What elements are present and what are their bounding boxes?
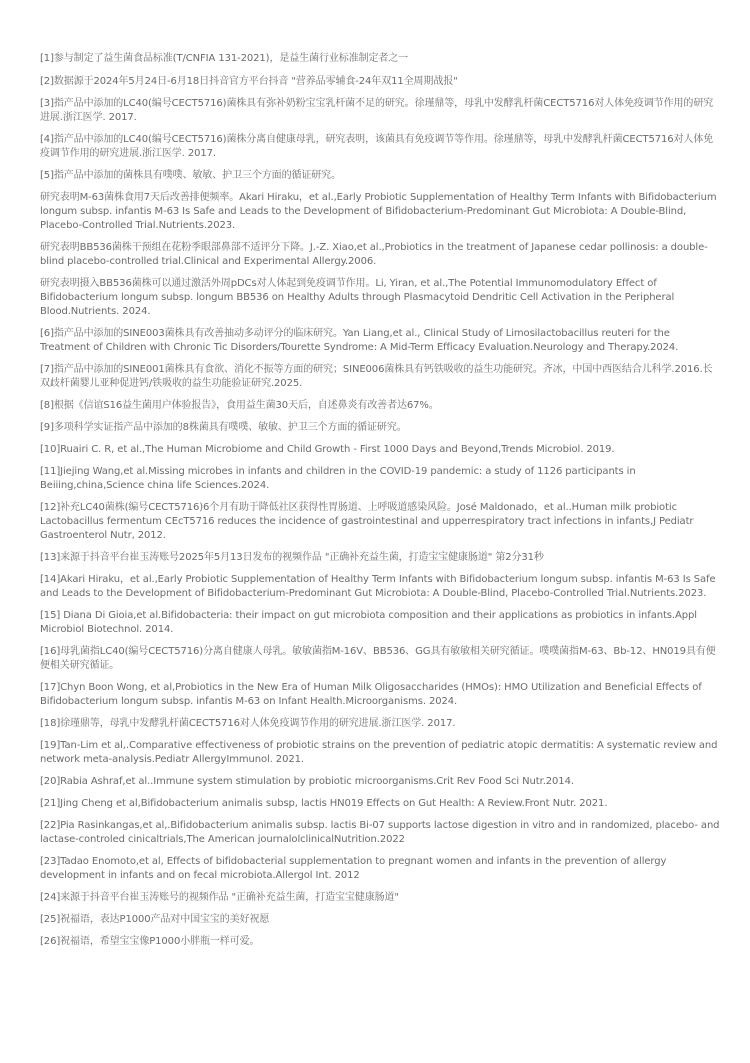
reference-item: 研究表明BB536菌株干预组在花粉季眼部鼻部不适评分下降。J.-Z. Xiao,et al.,Probiotics in the treatment of Japanese cedar pollinosis: a double-blind placebo-controlled trial.Clinical and Experimental Allergy.2006. (40, 242, 708, 267)
reference-item: [14]Akari Hiraku，et al.,Early Probiotic Supplementation of Healthy Term Infants with Bifidobacterium longum subsp. infantis M-63 Is Safe and Leads to the Development of Bifidobacterium-Predominant Gut Microbiota: A Double-Blind, Placebo-Controlled Trial.Nutrients.2023. (40, 574, 716, 599)
reference-item: [26]祝福语，希望宝宝像P1000小胖瓶一样可爱。 (40, 936, 260, 947)
reference-item: [13]来源于抖音平台崔玉涛账号2025年5月13日发布的视频作品 "正确补充益生菌，打造宝宝健康肠道" 第2分31秒 (40, 552, 544, 563)
reference-item: [11]Jiejing Wang,et al.Missing microbes in infants and children in the COVID-19 pandemic: a study of 1126 participants in Beiiing,china,Science china life Sciences.2024. (40, 466, 636, 491)
reference-item: [7]指产品中添加的SINE001菌株具有食欲、消化不振等方面的研究；SINE006菌株具有钙铁吸收的益生功能研究。齐冰，中国中西医结合儿科学.2016.长双歧杆菌婴儿亚种促进钙/铁吸收的益生功能验证研究.2025. (40, 364, 713, 389)
reference-item: [22]Pia Rasinkangas,et al,.Bifidobacterium animalis subsp. lactis Bi-07 supports lactose digestion in vitro and in randomized, placebo- and lactase-controled cinicaltrials,The American journalolclinicalNutrition.2022 (40, 820, 720, 845)
reference-item: [18]徐瑾鼎等，母乳中发酵乳杆菌CECT5716对人体免疫调节作用的研究进展.浙江医学. 2017. (40, 718, 456, 729)
reference-list (40, 52, 720, 957)
reference-item: [10]Ruairi C. R, et al.,The Human Microbiome and Child Growth - First 1000 Days and Beyond,Trends Microbiol. 2019. (40, 444, 615, 455)
reference-item: [5]指产品中添加的菌株具有噗噗、敏敏、护卫三个方面的循证研究。 (40, 170, 341, 181)
reference-item: [2]数据源于2024年5月24日-6月18日抖音官方平台抖音 "营养品零辅食-24年双11全周期战报" (40, 76, 458, 87)
reference-item: [9]多项科学实证指产品中添加的8株菌具有噗噗、敏敏、护卫三个方面的循证研究。 (40, 422, 407, 433)
reference-item: [4]指产品中添加的LC40(编号CECT5716)菌株分离自健康母乳，研究表明，该菌具有免疫调节等作用。徐瑾鼎等，母乳中发酵乳杆菌CECT5716对人体免疫调节作用的研究进展.浙江医学. 2017. (40, 134, 714, 159)
reference-item: [3]指产品中添加的LC40(编号CECT5716)菌株具有弥补奶粉宝宝乳杆菌不足的研究。徐瑾鼎等，母乳中发酵乳杆菌CECT5716对人体免疫调节作用的研究进展.浙江医学. 2017. (40, 98, 714, 123)
reference-item: [1]参与制定了益生菌食品标准(T/CNFIA 131-2021)，是益生菌行业标准制定者之一 (40, 53, 409, 64)
reference-item: [23]Tadao Enomoto,et al, Effects of bifidobacterial supplementation to pregnant women and infants in the prevention of allergy development in infants and on fecal microbiota.Allergol Int. 2012 (40, 856, 667, 881)
reference-item: [19]Tan-Lim et al,.Comparative effectiveness of probiotic strains on the prevention of pediatric atopic dermatitis: A systematic review and network meta-analysis.Pediatr AllergyImmunol. 2021. (40, 740, 718, 765)
reference-item: [17]Chyn Boon Wong, et al,Probiotics in the New Era of Human Milk Oligosaccharides (HMOs): HMO Utilization and Beneficial Effects of Bifidobacterium longum subsp. infantis M-63 on Infant Health.Microorganisms. 2024. (40, 682, 702, 707)
reference-item: [15] Diana Di Gioia,et al.Bifidobacteria: their impact on gut microbiota composition and their applications as probiotics in infants.Appl Microbiol Biotechnol. 2014. (40, 610, 697, 635)
reference-item: 研究表明摄入BB536菌株可以通过激活外周pDCs对人体起到免疫调节作用。Li, Yiran, et al.,The Potential Immunomodulatory Effect of Bifidobacterium longum subsp. longum BB536 on Healthy Adults through Plasmacytoid Dendritic Cell Activation in the Peripheral Blood.Nutrients. 2024. (40, 278, 675, 317)
reference-item: [25]祝福语，表达P1000产品对中国宝宝的美好祝愿 (40, 914, 270, 925)
reference-item: [16]母乳菌指LC40(编号CECT5716)分离自健康人母乳。敏敏菌指M-16V、BB536、GG具有敏敏相关研究循证。噗噗菌指M-63、Bb-12、HN019具有便便相关研究循证。 (40, 646, 716, 671)
reference-item: [20]Rabia Ashraf,et al..Immune system stimulation by probiotic microorganisms.Crit Rev Food Sci Nutr.2014. (40, 776, 574, 787)
reference-item: 研究表明M-63菌株食用7天后改善排便频率。Akari Hiraku，et al.,Early Probiotic Supplementation of Healthy Term Infants with Bifidobacterium longum subsp. infantis M-63 Is Safe and Leads to the Development of Bifidobacterium-Predominant Gut Microbiota: A Double-Blind, Placebo-Controlled Trial.Nutrients.2023. (40, 192, 717, 231)
reference-item: [8]根据《信谊S16益生菌用户体验报告》，食用益生菌30天后，自述鼻炎有改善者达67%。 (40, 400, 439, 411)
reference-item: [24]来源于抖音平台崔玉涛账号的视频作品 "正确补充益生菌，打造宝宝健康肠道" (40, 892, 399, 903)
reference-item: [12]补充LC40菌株(编号CECT5716)6个月有助于降低社区获得性胃肠道、上呼吸道感染风险。José Maldonado，et al..Human milk probiotic Lactobacillus fermentum CEcT5716 reduces the incidence of gastrointestinal and upperrespiratory tract infections in infants,J Pediatr Gastroenterol Nutr, 2012. (40, 502, 694, 541)
reference-item: [6]指产品中添加的SINE003菌株具有改善抽动多动评分的临床研究。Yan Liang,et al., Clinical Study of Limosilactobacillus reuteri for the Treatment of Children with Chronic Tic Disorders/Tourette Syndrome: A Mid-Term Efficacy Evaluation.Neurology and Therapy.2024. (40, 328, 679, 353)
reference-item: [21]Jing Cheng et al,Bifidobacterium animalis subsp, lactis HN019 Effects on Gut Health: A Review.Front Nutr. 2021. (40, 798, 608, 809)
